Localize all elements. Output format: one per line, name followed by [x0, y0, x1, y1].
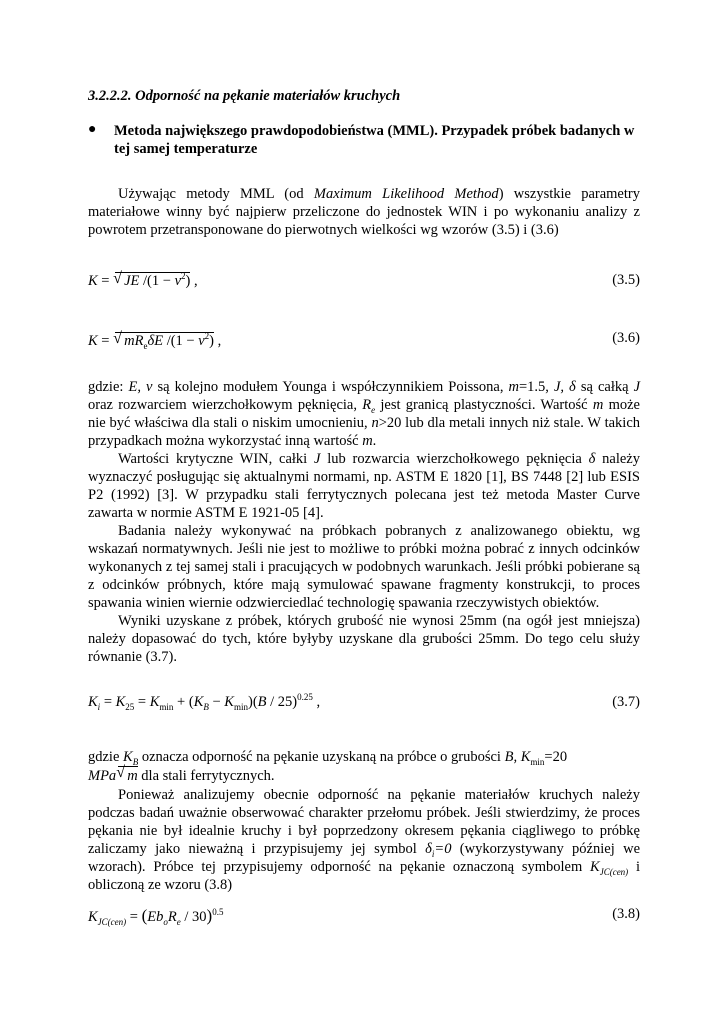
- results-paragraph: Wyniki uzyskane z próbek, których grubość nie wynosi 25mm (na ogół jest mniejsza) należy dopasować do tych, które byłyby uzyskane dla grubości 25mm. Do tego celu służy równanie (3.7).: [88, 613, 640, 665]
- equation-3-7: [88, 694, 640, 718]
- bullet-dot-icon: ●: [88, 122, 97, 137]
- equation-3-5-formula: K = √ JE $/(1 - \nu^2)$ ,: [88, 272, 198, 290]
- equation-3-6-formula: K = √ $mR_e\delta E$ $/(1 - \nu^2)$ ,: [88, 332, 221, 350]
- equation-3-5-number: (3.5): [612, 272, 640, 288]
- intro-paragraph: Używając metody MML (od Maximum Likelihood Method) wszystkie parametry materiałowe winny być najpierw przeliczone do jednostek WIN i po wykonaniu analizy z powrotem przetransponowane do pierwotnych wielkości wg wzorów (3.5) i (3.6): [88, 186, 640, 238]
- equation-3-8-number: (3.8): [612, 906, 640, 922]
- kb-paragraph: gdzie $K_B$ oznacza odporność na pękanie uzyskaną na próbce o grubości B, $K_{min}=20$ MPa√ m dla stali ferrytycznych.: [88, 748, 640, 785]
- where-paragraph: gdzie: E, ν są kolejno modułem Younga i współczynnikiem Poissona, m=1.5, J, δ są całką J oraz rozwarciem wierzchołkowym pęknięcia, $R_e$ jest granicą plastyczności. Wartość m może nie być właściwa dla stali o niskim umocnieniu, n>20 lub dla metali innych niż stale. W takich przypadkach można wykorzystać inną wartość m.: [88, 379, 641, 449]
- equation-3-7-number: (3.7): [612, 694, 640, 710]
- critical-values-paragraph: Wartości krytyczne WIN, całki J lub rozwarcia wierzchołkowego pęknięcia δ należy wyznaczyć posługując się aktualnymi normami, np. ASTM E 1820 [1], BS 7448 [2] lub ESIS P2 (1992) [3]. W przypadku stali ferrytycznych polecana jest też metoda Master Curve zawarta w normie ASTM E 1921-05 [4].: [88, 451, 640, 521]
- equation-3-7-formula: $K_i = K_{25} = K_{min} + (K_B - K_{min})(B / 25)^{0.25}$ ,: [88, 692, 321, 712]
- sqrt-m: √ m: [118, 766, 137, 785]
- equation-3-5: [88, 272, 640, 296]
- bullet-text: Metoda największego prawdopodobieństwa (MML). Przypadek próbek badanych w tej samej temperaturze: [114, 123, 635, 157]
- equation-3-8: [88, 906, 640, 930]
- equation-3-6: [88, 330, 640, 354]
- equation-3-8-formula: $K_{JC(cen)} = (Eb_oR_e / 30)^{0.5}$: [88, 906, 224, 927]
- equation-3-6-number: (3.6): [612, 330, 640, 346]
- final-paragraph: Ponieważ analizujemy obecnie odporność na pękanie materiałów kruchych należy podczas badań uważnie obserwować charakter przełomu próbek. Jeśli stwierdzimy, że proces pękania nie był idealnie kruchy i był poprzedzony okresem pękania ciągliwego to próbkę zaliczamy jako nieważną i przypisujemy jej symbol $\delta_i=0$ (wykorzystywany później we wzorach). Próbce tej przypisujemy odporność na pękanie oznaczoną symbolem $K_{JC(cen)}$ i obliczoną ze wzoru (3.8): [88, 787, 641, 893]
- research-paragraph: Badania należy wykonywać na próbkach pobranych z analizowanego obiektu, wg wskazań normatywnych. Jeśli nie jest to możliwe to próbki można pobrać z innych odcinków wykonanych z tej samej stali i pracujących w podobnych warunkach. Jeśli próbki pobierane są z odcinków próbnych, które mają symulować spawane fragmenty konstrukcji, to proces spawania winien wiernie odzwierciedlać technologię spawania rzeczywistych obiektów.: [88, 523, 640, 611]
- section-heading: 3.2.2.2. Odporność na pękanie materiałów kruchych: [88, 88, 401, 104]
